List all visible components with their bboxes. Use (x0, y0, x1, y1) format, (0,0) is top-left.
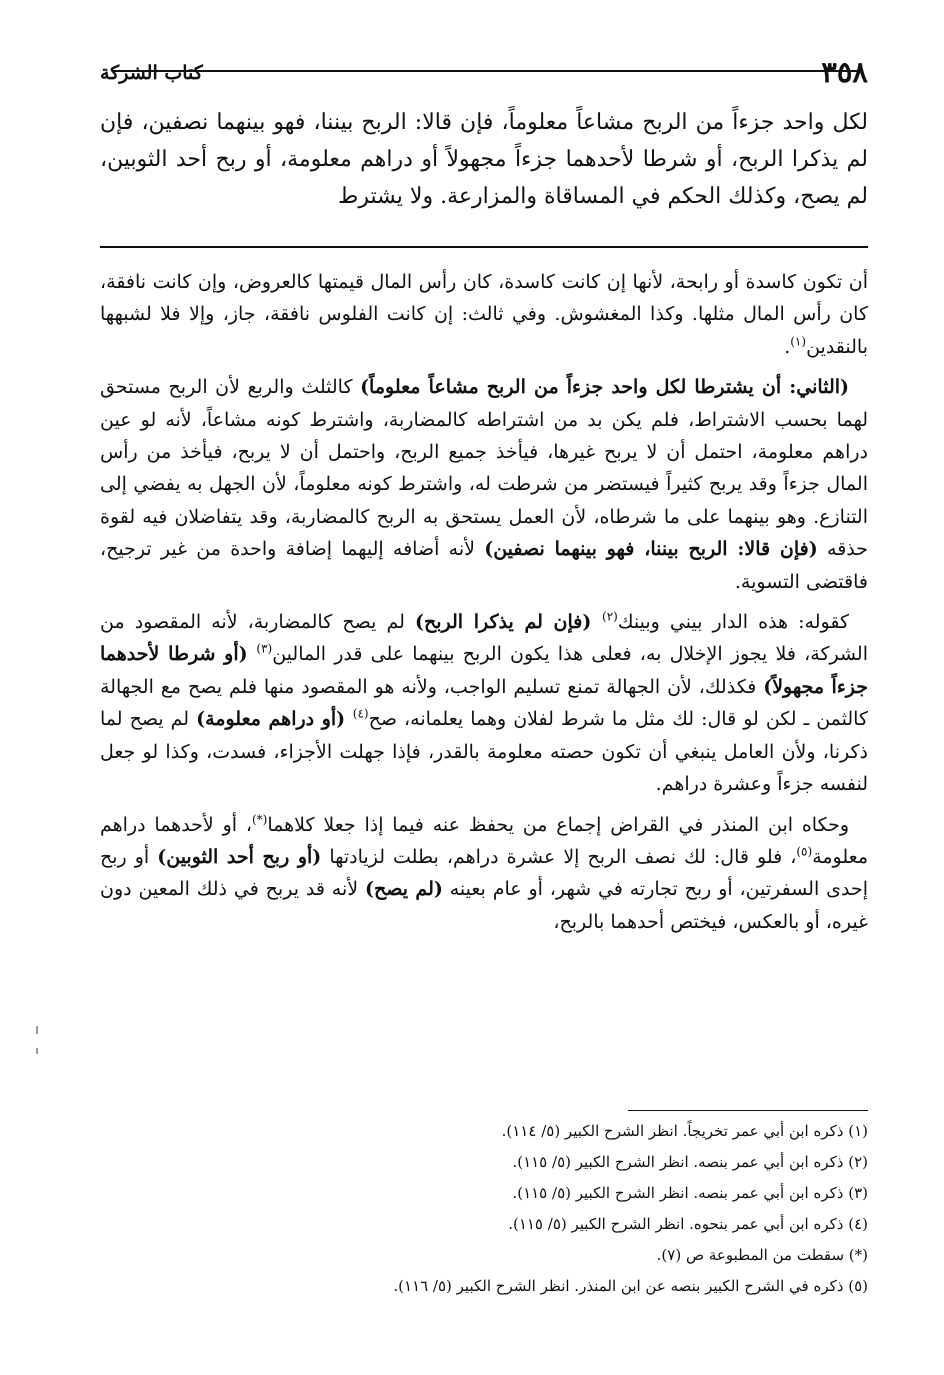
footnote-ref: (٤) (352, 706, 369, 721)
matn-quote: (فإن قالا: الربح بيننا، فهو بينهما نصفين) (484, 538, 818, 561)
commentary-paragraph: وحكاه ابن المنذر في القراض إجماع من يحفظ عنه فيما إذا جعلا كلاهما(*)، أو لأحدهما دراهم معلومة$^{(٥)}$، فلو قال: لك نصف الربح إلا عشرة دراهم، بطلت لزيادتها (أو ربح أحد الثوبين) أو ربح إحدى السفرتين، أو ربح تجارته في شهر، أو عام بعينه (لم يصح) لأنه قد يربح في ذلك المعين دون غيره، أو بالعكس، فيختص أحدهما بالربح، (100, 812, 868, 933)
footnote-ref: (١) (790, 334, 807, 349)
matn-text: لكل واحد جزءاً من الربح مشاعاً معلوماً، فإن قالا: الربح بيننا، فهو بينهما نصفين، فإن لم يذكرا الربح، أو شرطا لأحدهما جزءاً مجهولاً أو دراهم معلومة، أو ربح أحد الثوبين، لم يصح، وكذلك الحكم في المساقاة والمزارعة. ولا يشترط (100, 110, 868, 209)
footnote: (٣) ذكره ابن أبي عمر بنصه. انظر الشرح الكبير (٥/ ١١٥). (512, 1184, 868, 1202)
page-header (100, 52, 868, 92)
footnote-ref: (٥) (796, 844, 813, 859)
matn-quote: (أو شرطا لأحدهما جزءاً مجهولاً) (100, 643, 868, 698)
footnote: (*) سقطت من المطبوعة ص (٧). (656, 1246, 868, 1264)
book-page (100, 0, 868, 1375)
footnote: (٢) ذكره ابن أبي عمر بنصه. انظر الشرح الكبير (٥/ ١١٥). (512, 1153, 868, 1171)
scan-artifact (36, 1026, 38, 1034)
footnote: (١) ذكره ابن أبي عمر تخريجاً. انظر الشرح الكبير (٥/ ١١٤). (501, 1122, 868, 1140)
scan-artifact (36, 1048, 38, 1054)
commentary (100, 266, 868, 938)
footnote: (٥) ذكره في الشرح الكبير بنصه عن ابن المنذر. انظر الشرح الكبير (٥/ ١١٦). (393, 1277, 868, 1295)
commentary-paragraph: أن تكون كاسدة أو رابحة، لأنها إن كانت كاسدة، كان رأس المال قيمتها كالعروض، وإن كانت نافقة، كان رأس المال مثلها. وكذا المغشوش. وفي ثالث: إن كانت الفلوس نافقة، جاز، وإلا فلا لشبهها بالنقدين$^{(١)}$. (100, 271, 868, 358)
footnote-separator (628, 1110, 868, 1111)
page-number: ٣٥٨ (821, 55, 868, 89)
matn-quote: (الثاني: أن يشترطا لكل واحد جزءاً من الربح مشاعاً معلوماً) (360, 376, 849, 399)
footnote-ref: (٣) (256, 642, 273, 657)
footnotes (100, 1116, 868, 1302)
matn-quote: (فإن لم يذكرا الربح) (414, 611, 603, 634)
matn-quote: (أو دراهم معلومة) (196, 708, 353, 731)
commentary-paragraph: (الثاني: أن يشترطا لكل واحد جزءاً من الربح مشاعاً معلوماً) كالثلث والربع لأن الربح مستحق لهما بحسب الاشتراط، فلم يكن بد من اشتراطه كالمضاربة، واشترط كونه مشاعاً، لأنه لو عين دراهم معلومة، احتمل أن لا يربح غيرها، فيأخذ جميع الربح، واحتمل أن لا يربح، فيأخذ من رأس المال جزءاً وقد يربح كثيراً فيستضر من شرطت له، واشترط كونه معلوماً، لأن الجهل به يفضي إلى التنازع. وهو بينهما على ما شرطاه، لأن العمل يستحق به الربح كالمضاربة، وقد يتفاضلان فيه لقوة حذقه (فإن قالا: الربح بيننا، فهو بينهما نصفين) لأنه أضافه إليهما إضافة واحدة من غير ترجيح، فاقتضى التسوية. (100, 376, 868, 593)
footnote: (٤) ذكره ابن أبي عمر بنحوه. انظر الشرح الكبير (٥/ ١١٥). (508, 1215, 868, 1233)
matn-quote: (لم يصح) (364, 878, 443, 901)
commentary-paragraph: كقوله: هذه الدار بيني وبينك$^{(٢)}$ (فإن لم يذكرا الربح) لم يصح كالمضاربة، لأنه المقصود من الشركة، فلا يجوز الإخلال به، فعلى هذا يكون الربح بينهما على قدر المالين$^{(٣)}$ (أو شرطا لأحدهما جزءاً مجهولاً) فكذلك، لأن الجهالة تمنع تسليم الواجب، ولأنه هو المقصود منها فلم يصح مع الجهالة كالثمن ـ لكن لو قال: لك مثل ما شرط لفلان وهما يعلمانه، صح$^{(٤)}$ (أو دراهم معلومة) لم يصح لما ذكرنا، ولأن العامل ينبغي أن تكون حصته معلومة بالقدر، فإذا جهلت الأجزاء، فسدت، وكذا لو جعل لنفسه جزءاً وعشرة دراهم. (100, 609, 869, 796)
footnote-ref: (٢) (602, 609, 618, 624)
footnote-ref: (*) (252, 812, 268, 827)
matn-quote: (أو ربح أحد الثوبين) (157, 845, 322, 868)
book-title: كتاب الشركة (100, 62, 203, 84)
matn-separator (100, 246, 868, 248)
